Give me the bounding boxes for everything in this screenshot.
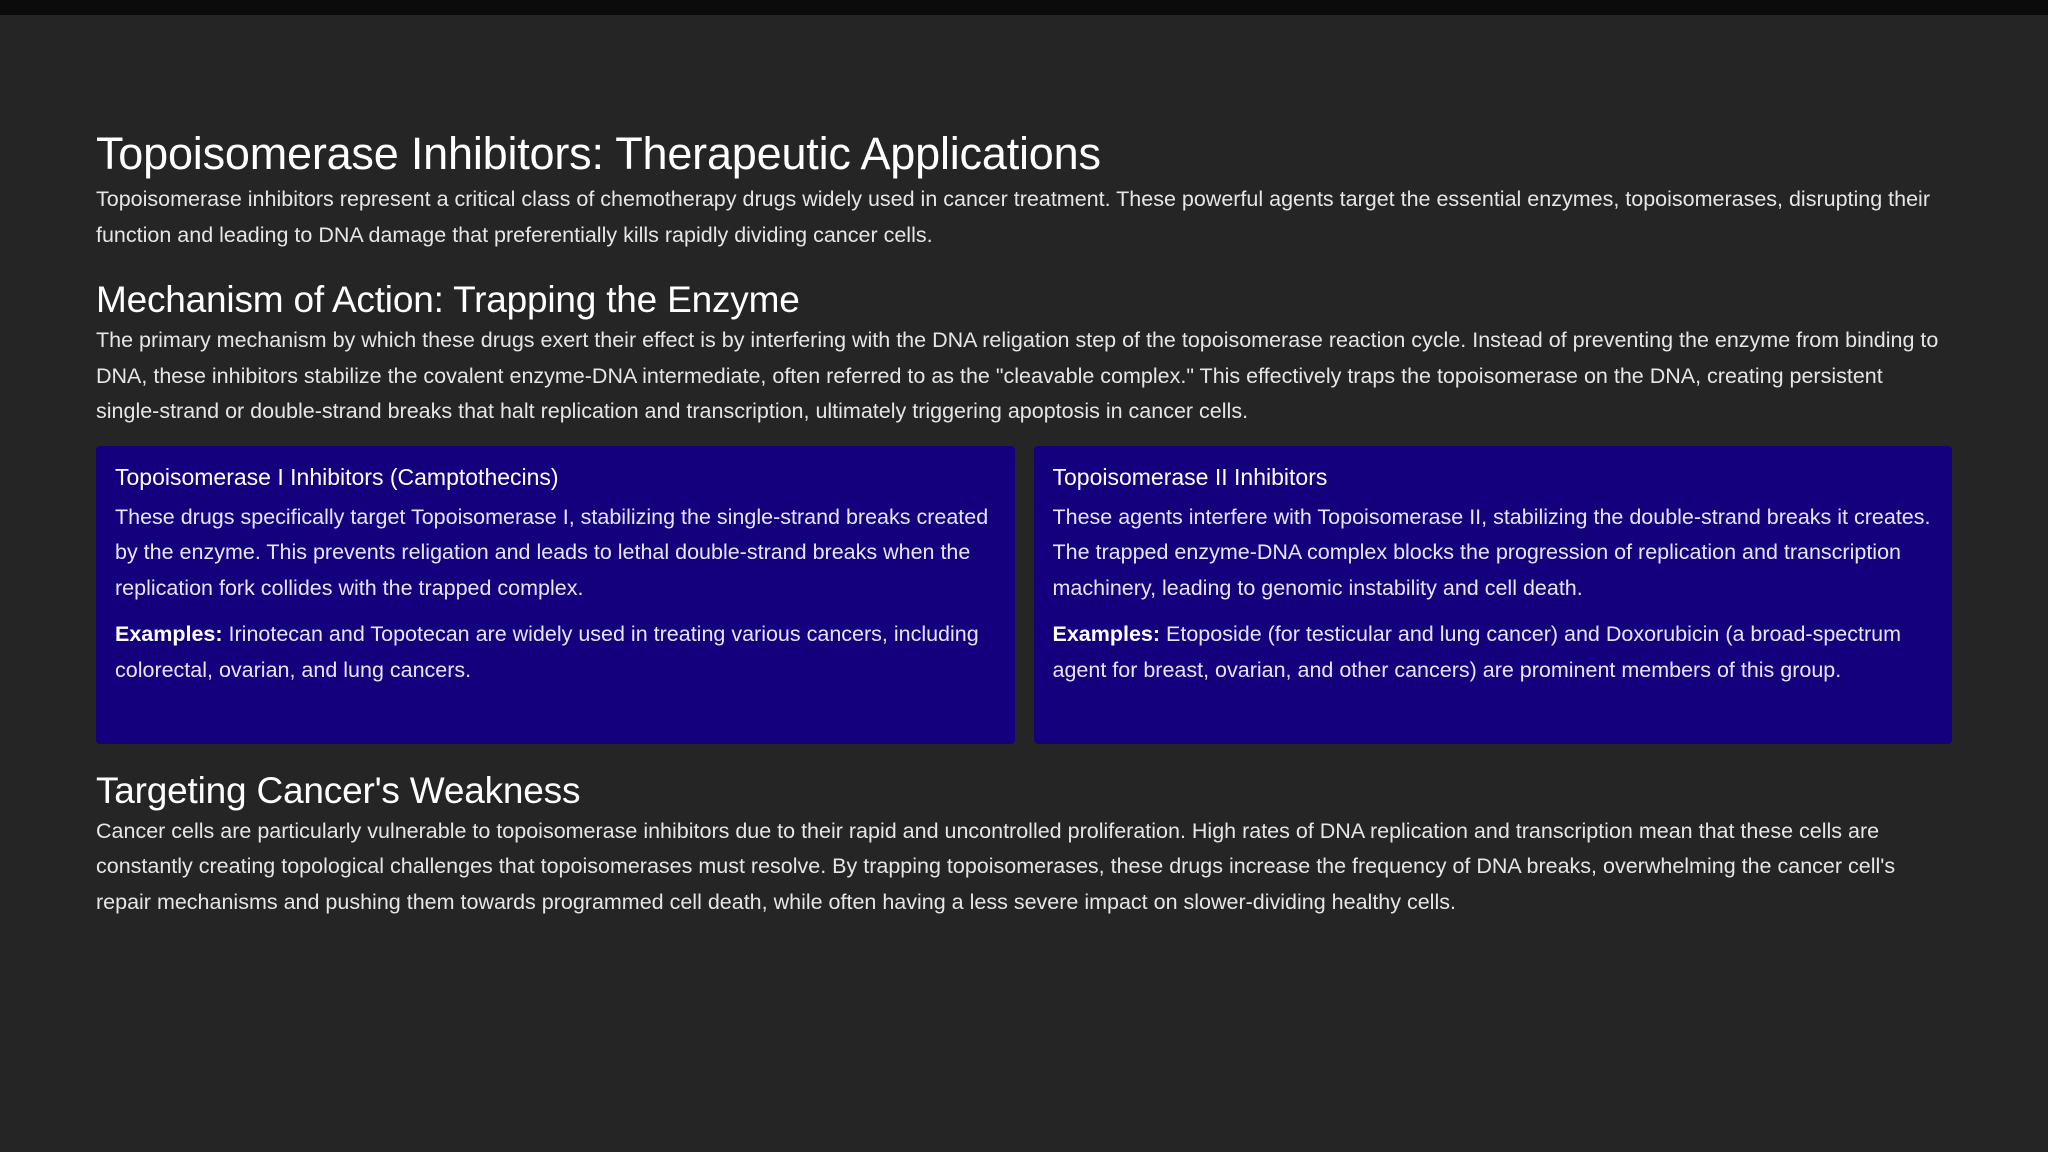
card-title: Topoisomerase II Inhibitors (1052, 463, 1328, 490)
examples-text: Irinotecan and Topotecan are widely used in treating various cancers, including colorectal, ovarian, and lung cancers. (115, 622, 979, 682)
intro-paragraph: Topoisomerase inhibitors represent a critical class of chemotherapy drugs widely used in cancer treatment. These powerful agents target the essential enzymes, topoisomerases, disrupting their function and leading to DNA damage that preferentially kills rapidly dividing cancer cells. (96, 187, 1930, 247)
page-title: Topoisomerase Inhibitors: Therapeutic Applications (96, 128, 1101, 179)
card-description: These drugs specifically target Topoisomerase I, stabilizing the single-strand breaks created by the enzyme. This prevents religation and leads to lethal double-strand breaks when the replication fork collides with the trapped complex. (115, 504, 989, 600)
card-description: These agents interfere with Topoisomerase II, stabilizing the double-strand breaks it creates. The trapped enzyme-DNA complex blocks the progression of replication and transcription machinery, leading to genomic instability and cell death. (1052, 504, 1931, 600)
card-examples (115, 617, 996, 688)
targeting-heading: Targeting Cancer's Weakness (96, 769, 581, 811)
mechanism-paragraph: The primary mechanism by which these drugs exert their effect is by interfering with the DNA religation step of the topoisomerase reaction cycle. Instead of preventing the enzyme from binding to DNA, these inhibitors stabilize the covalent enzyme-DNA intermediate, often referred to as the "cleavable complex." This effectively traps the topoisomerase on the DNA, creating persistent single-strand or double-strand breaks that halt replication and transcription, ultimately triggering apoptosis in cancer cells. (96, 328, 1939, 423)
targeting-paragraph: Cancer cells are particularly vulnerable to topoisomerase inhibitors due to their rapid and uncontrolled proliferation. High rates of DNA replication and transcription mean that these cells are constantly creating topological challenges that topoisomerases must resolve. By trapping topoisomerases, these drugs increase the frequency of DNA breaks, overwhelming the cancer cell's repair mechanisms and pushing them towards programmed cell death, while often having a less severe impact on slower-dividing healthy cells. (96, 818, 1896, 914)
inhibitor-cards (96, 446, 1952, 744)
card-examples (1053, 617, 1934, 688)
mechanism-heading: Mechanism of Action: Trapping the Enzyme (96, 279, 800, 320)
examples-label: Examples: (115, 622, 223, 646)
slide-content (96, 126, 1952, 920)
examples-text: Etoposide (for testicular and lung cancer) and Doxorubicin (a broad-spectrum agent for breast, ovarian, and other cancers) are prominent members of this group. (1052, 622, 1901, 682)
card-topo-i (96, 446, 1015, 744)
card-topo-ii (1034, 446, 1953, 744)
top-window-strip (0, 0, 2048, 15)
examples-label: Examples: (1052, 622, 1161, 646)
card-title: Topoisomerase I Inhibitors (Camptothecins) (115, 463, 559, 490)
